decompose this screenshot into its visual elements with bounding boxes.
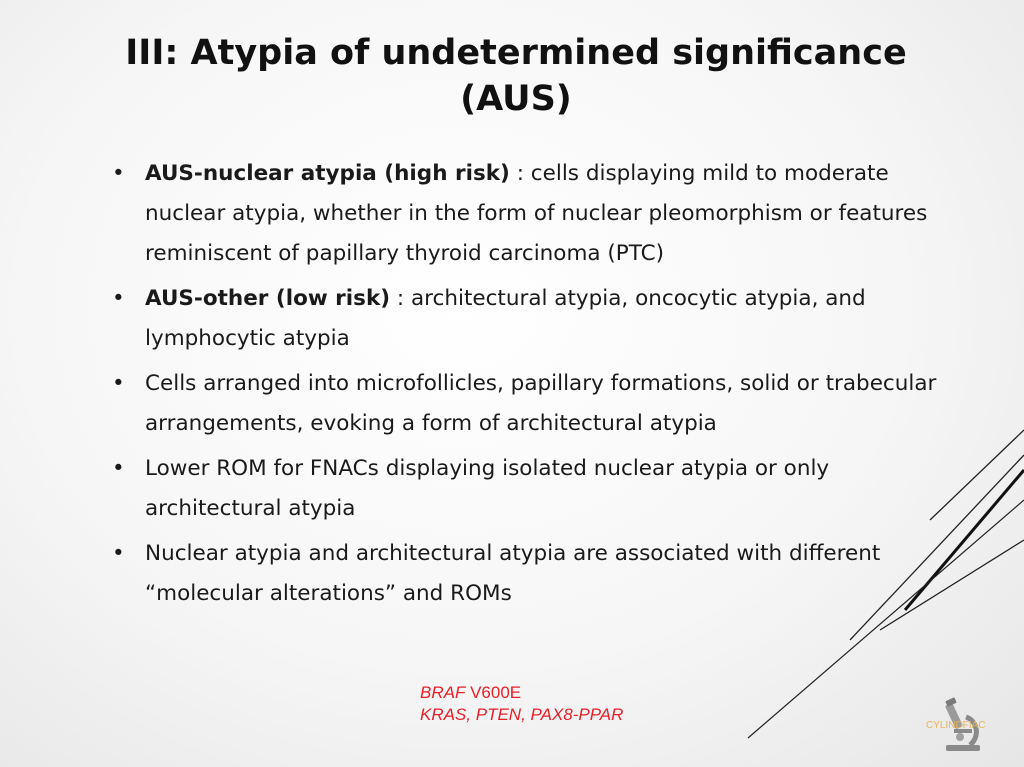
bullet-item-lower-rom	[112, 449, 947, 529]
bullet-dot: •	[112, 371, 125, 396]
gene-note-braf	[420, 682, 623, 704]
slide-title	[40, 30, 992, 122]
bullet-text: Cells arranged into microfollicles, papillary formations, solid or trabecular arrangements, evoking a form of architectural atypia	[145, 371, 937, 436]
bullet-item-aus-other	[112, 279, 947, 359]
bullet-dot: •	[112, 456, 125, 481]
bullet-text: : architectural atypia, oncocytic atypia, and lymphocytic atypia	[145, 286, 866, 351]
bullet-item-molecular-alterations	[112, 534, 947, 614]
bullet-dot: •	[112, 286, 125, 311]
bullet-text: Nuclear atypia and architectural atypia are associated with different “molecular alterations” and ROMs	[145, 541, 881, 606]
bullet-list	[112, 154, 947, 619]
bullet-bold-label: AUS-other (low risk)	[145, 286, 391, 311]
bullet-dot: •	[112, 161, 125, 186]
bullet-item-nuclear-atypia	[112, 154, 947, 274]
brand-label: CYLINDFIAC	[926, 720, 986, 731]
title-line-2: (AUS)	[460, 79, 572, 119]
gene-braf-variant: V600E	[465, 683, 522, 702]
bullet-dot: •	[112, 541, 125, 566]
gene-note-kras: KRAS, PTEN, PAX8-PPAR	[420, 705, 624, 724]
gene-annotations	[420, 682, 623, 726]
bullet-text: : cells displaying mild to moderate nuclear atypia, whether in the form of nuclear pleomorphism or features reminiscent of papillary thyroid carcinoma (PTC)	[145, 161, 928, 266]
bullet-text: Lower ROM for FNACs displaying isolated nuclear atypia or only architectural atypia	[145, 456, 830, 521]
title-line-1: III: Atypia of undetermined significance	[125, 33, 907, 73]
bullet-item-cell-arrangement	[112, 364, 947, 444]
bullet-bold-label: AUS-nuclear atypia (high risk)	[145, 161, 510, 186]
gene-braf: BRAF	[420, 683, 466, 702]
